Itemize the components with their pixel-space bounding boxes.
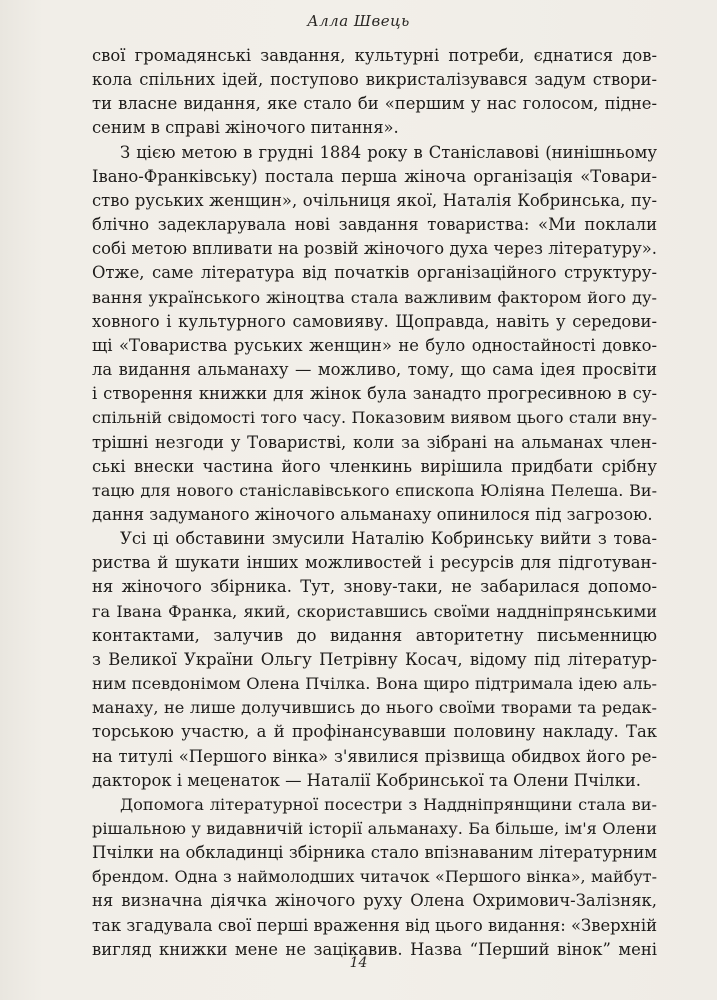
text-line: спільній свідомості того часу. Показовим виявом цього стали вну- [92,408,657,428]
text-line: свої громадянські завдання, культурні потреби, єднатися дов- [92,46,657,65]
text-line: З цією метою в грудні 1884 року в Станіславові (нинішньому [120,142,657,162]
page-number: 14 [349,955,368,971]
text-line: ня визначна діячка жіночого руху Олена Охримович-Залізняк, [92,891,657,911]
text-line: вання українського жіноцтва стала важливим фактором його ду- [92,287,657,307]
text-line: ним псевдонімом Олена Пчілка. Вона щиро підтримала ідею аль- [92,674,657,694]
text-line: дання задуманого жіночого альманаху опинилося під загрозою. [92,504,653,524]
text-line: собі метою впливати на розвій жіночого духа через літературу». [92,239,657,259]
text-line: риства й шукати інших можливостей і ресурсів для підготуван- [92,553,657,573]
text-line: ла видання альманаху — можливо, тому, що сама ідея просвіти [92,360,657,380]
text-line: кола спільних ідей, поступово викристалізувався задум створи- [92,70,657,90]
text-line: ховного і культурного самовияву. Щоправда, навіть у середови- [92,311,657,331]
text-line: Допомога літературної посестри з Наддніпрянщини стала ви- [120,794,657,814]
text-line: на титулі «Першого вінка» з'явилися прізвища обидвох його ре- [92,746,657,766]
body-text [92,44,657,962]
running-head: Алла Швець [307,12,410,30]
text-line: га Івана Франка, який, скориставшись своїми наддніпрянськими [92,601,657,621]
text-line: сеним в справі жіночого питання». [92,118,399,138]
text-line: рішальною у видавничій історії альманаху. Ба більше, ім'я Олени [92,819,657,838]
text-line: тацю для нового станіславівського єпископа Юліяна Пелеша. Ви- [92,480,657,500]
text-line: ські внески частина його членкинь вирішила придбати срібну [92,456,657,476]
text-line: трішні незгоди у Товаристві, коли за зібрані на альманах член- [92,432,657,452]
text-line: і створення книжки для жінок була занадто прогресивною в су- [92,384,657,404]
text-line: вигляд книжки мене не зацікавив. Назва “Перший вінок” мені [92,939,657,959]
text-line: торською участю, а й профінансувавши половину накладу. Так [92,722,657,742]
text-line: брендом. Одна з наймолодших читачок «Першого вінка», майбут- [92,867,657,887]
text-line: з Великої України Ольгу Петрівну Косач, відому під літератур- [92,649,657,669]
text-line: Івано-Франківську) постала перша жіноча організація «Товари- [92,166,657,186]
text-line: так згадувала свої перші враження від цього видання: «Зверхній [92,915,657,935]
text-line: дакторок і меценаток — Наталії Кобринської та Олени Пчілки. [92,770,641,790]
text-line: ти власне видання, яке стало би «першим у нас голосом, підне- [92,94,657,114]
text-line: Пчілки на обкладинці збірника стало впізнаваним літературним [92,843,657,863]
text-line: ство руських женщин», очільниця якої, Наталія Кобринська, пу- [92,190,657,210]
text-line: щі «Товариства руських женщин» не було одностайності довко- [92,335,657,355]
text-line: блічно задекларувала нові завдання товариства: «Ми поклали [92,215,657,235]
text-line: манаху, не лише долучившись до нього своїми творами та редак- [92,698,657,718]
text-line: Отже, саме література від початків організаційного структуру- [92,263,657,283]
text-line: контактами, залучив до видання авторитетну письменницю [92,625,657,645]
text-line: ня жіночого збірника. Тут, знову-таки, не забарилася допомо- [92,577,657,597]
text-line: Усі ці обставини змусили Наталію Кобринську вийти з това- [120,529,657,549]
